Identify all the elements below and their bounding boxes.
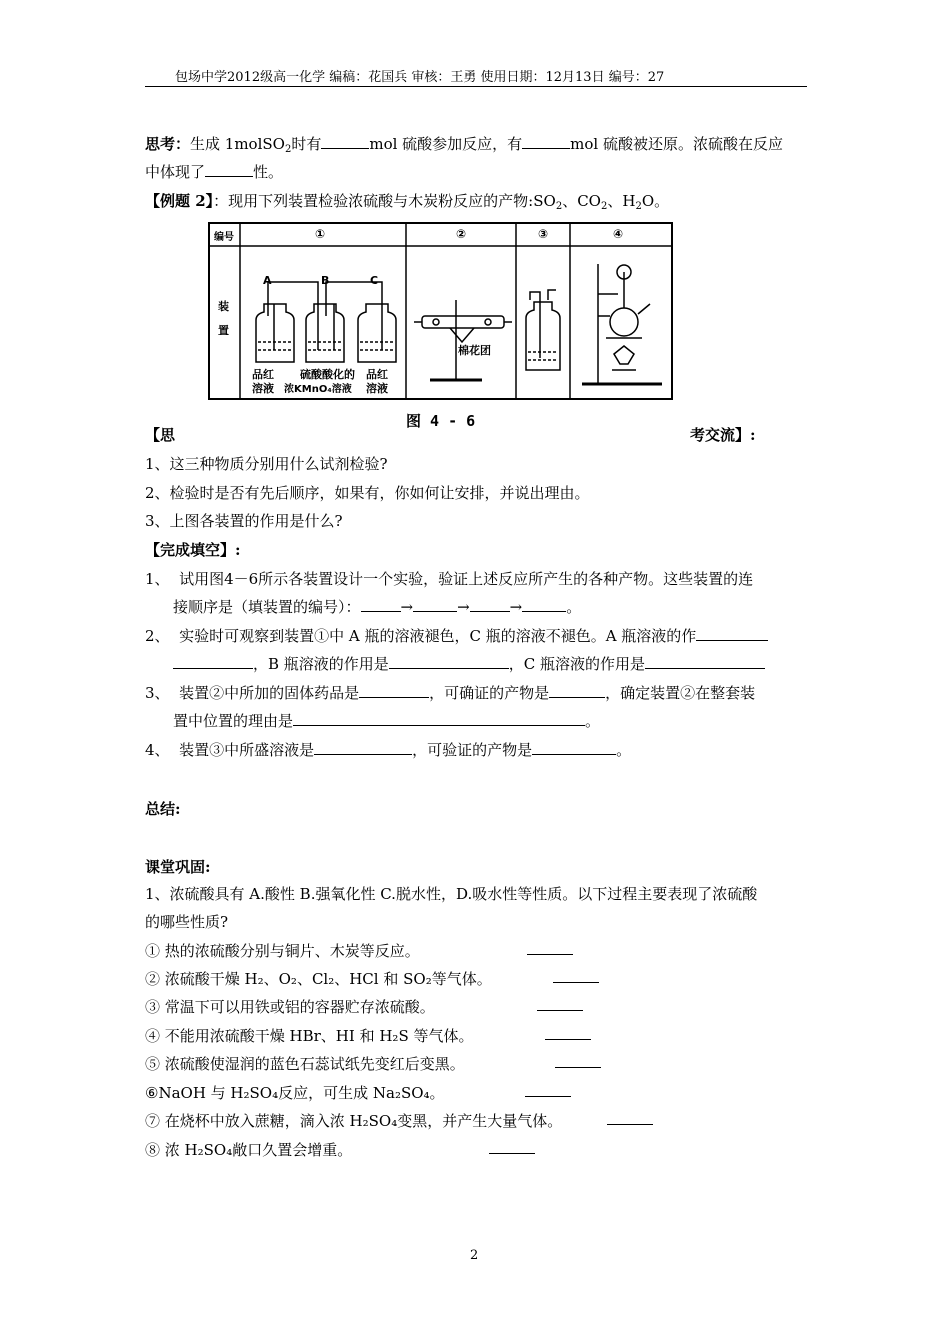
solution-label: 品红 bbox=[252, 368, 274, 381]
blank[interactable] bbox=[532, 740, 616, 755]
solution-label: 品红 bbox=[366, 368, 388, 381]
consolidate-item: ③ 常温下可以用铁或铝的容器贮存浓硫酸。 bbox=[145, 996, 435, 1017]
figure-caption: 图 4 - 6 bbox=[406, 412, 476, 430]
blank[interactable] bbox=[470, 597, 510, 612]
col-label-1: ① bbox=[315, 227, 326, 241]
blank[interactable] bbox=[522, 134, 570, 149]
blank[interactable] bbox=[293, 711, 585, 726]
consolidate-title: 课堂巩固: bbox=[145, 858, 211, 876]
bottle-c-label: C bbox=[370, 274, 379, 287]
answer-blank[interactable] bbox=[489, 1139, 535, 1154]
think-line-1: 思考：生成 1molSO$_2$时有 mol 硫酸参加反应，有 mol 硫酸被还原。浓硫酸在反应 bbox=[145, 135, 783, 155]
think-label: 思考： bbox=[145, 135, 191, 153]
answer-blank[interactable] bbox=[555, 1053, 601, 1068]
solution-label: 浓KMnO₄溶液 bbox=[284, 384, 352, 395]
example-line: 【例题 2】：现用下列装置检验浓硫酸与木炭粉反应的产物$:SO_2$、$CO_2$、$H_2O$。 bbox=[145, 192, 670, 212]
answer-blank[interactable] bbox=[537, 996, 583, 1011]
solution-label: 溶液 bbox=[366, 382, 388, 395]
header-rule bbox=[145, 86, 807, 87]
solution-label: 硫酸酸化的 bbox=[300, 368, 355, 381]
answer-blank[interactable] bbox=[553, 968, 599, 983]
blank[interactable] bbox=[389, 654, 509, 669]
reaction-flask-icon bbox=[582, 264, 662, 384]
consolidate-item: ④ 不能用浓硫酸干燥 HBr、HI 和 H₂S 等气体。 bbox=[145, 1025, 474, 1046]
answer-blank[interactable] bbox=[527, 940, 573, 955]
consolidate-item: ⑥NaOH 与 H₂SO₄反应，可生成 Na₂SO₄。 bbox=[145, 1082, 445, 1103]
fill-title: 【完成填空】: bbox=[145, 541, 241, 559]
blank[interactable] bbox=[173, 654, 253, 669]
drying-tube-icon bbox=[414, 300, 512, 380]
fill-item-2a: 2、 实验时可观察到装置①中 A 瓶的溶液褪色，C 瓶的溶液不褪色。A 瓶溶液的作 bbox=[145, 625, 768, 646]
blank[interactable] bbox=[361, 597, 401, 612]
col-header-label: 编号 bbox=[214, 232, 234, 243]
consolidate-intro-1: 1、浓硫酸具有 A.酸性 B.强氧化性 C.脱水性，D.吸水性等性质。以下过程主要表现了浓硫酸 bbox=[145, 885, 758, 903]
row-label-b: 置 bbox=[218, 324, 229, 337]
discuss-q2: 2、检验时是否有先后顺序，如果有，你如何让安排，并说出理由。 bbox=[145, 484, 590, 502]
consolidate-intro-2: 的哪些性质? bbox=[145, 913, 229, 931]
discuss-left: 【思 bbox=[145, 426, 176, 444]
answer-blank[interactable] bbox=[525, 1082, 571, 1097]
blank[interactable] bbox=[314, 740, 412, 755]
discuss-q3: 3、上图各装置的作用是什么? bbox=[145, 512, 343, 530]
discuss-q1: 1、这三种物质分别用什么试剂检验? bbox=[145, 455, 388, 473]
row-label-a: 装 bbox=[218, 300, 229, 313]
blank[interactable] bbox=[696, 626, 768, 641]
consolidate-item: ⑦ 在烧杯中放入蔗糖，滴入浓 H₂SO₄变黑，并产生大量气体。 bbox=[145, 1110, 562, 1131]
bottle-a-label: A bbox=[263, 274, 272, 287]
fill-item-1b: 接顺序是（填装置的编号）： → → → 。 bbox=[173, 598, 582, 616]
blank[interactable] bbox=[645, 654, 765, 669]
fill-item-3a: 3、 装置②中所加的固体药品是 ，可确证的产物是 ，确定装置②在整套装 bbox=[145, 684, 756, 702]
think-line-2: 中体现了 性。 bbox=[145, 163, 284, 181]
fill-item-1a: 1、 试用图4－6所示各装置设计一个实验，验证上述反应所产生的各种产物。这些装置的连 bbox=[145, 570, 754, 588]
col-label-4: ④ bbox=[613, 227, 624, 241]
consolidate-item: ⑧ 浓 H₂SO₄敞口久置会增重。 bbox=[145, 1139, 352, 1160]
wash-bottle-icon bbox=[526, 290, 560, 370]
cotton-label: 棉花团 bbox=[458, 344, 491, 357]
solution-label: 溶液 bbox=[252, 382, 274, 395]
summary-label: 总结: bbox=[145, 800, 181, 818]
blank[interactable] bbox=[205, 162, 253, 177]
answer-blank[interactable] bbox=[545, 1025, 591, 1040]
gas-bottles-icon bbox=[256, 282, 396, 362]
page-number: 2 bbox=[470, 1248, 479, 1263]
answer-blank[interactable] bbox=[607, 1110, 653, 1125]
bottle-b-label: B bbox=[321, 274, 330, 287]
blank[interactable] bbox=[522, 597, 566, 612]
consolidate-item: ② 浓硫酸干燥 H₂、O₂、Cl₂、HCl 和 SO₂等气体。 bbox=[145, 968, 492, 989]
consolidate-item: ① 热的浓硫酸分别与铜片、木炭等反应。 bbox=[145, 940, 420, 961]
apparatus-drawing bbox=[210, 224, 671, 398]
fill-item-4: 4、 装置③中所盛溶液是 ，可验证的产物是 。 bbox=[145, 741, 632, 759]
fill-item-3b: 置中位置的理由是 。 bbox=[173, 712, 601, 730]
apparatus-figure bbox=[208, 222, 673, 400]
blank[interactable] bbox=[321, 134, 369, 149]
blank[interactable] bbox=[359, 683, 429, 698]
blank[interactable] bbox=[413, 597, 457, 612]
col-label-3: ③ bbox=[538, 227, 549, 241]
col-label-2: ② bbox=[456, 227, 467, 241]
consolidate-item: ⑤ 浓硫酸使湿润的蓝色石蕊试纸先变红后变黑。 bbox=[145, 1053, 465, 1074]
fill-item-2b: ，B 瓶溶液的作用是 ，C 瓶溶液的作用是 bbox=[173, 653, 765, 674]
discuss-right: 考交流】: bbox=[690, 426, 756, 444]
blank[interactable] bbox=[549, 683, 605, 698]
example-label: 【例题 2】 bbox=[145, 192, 214, 210]
page-header: 包场中学2012级高一化学 编稿：花国兵 审核：王勇 使用日期：12月13日 编号：27 bbox=[175, 70, 665, 85]
